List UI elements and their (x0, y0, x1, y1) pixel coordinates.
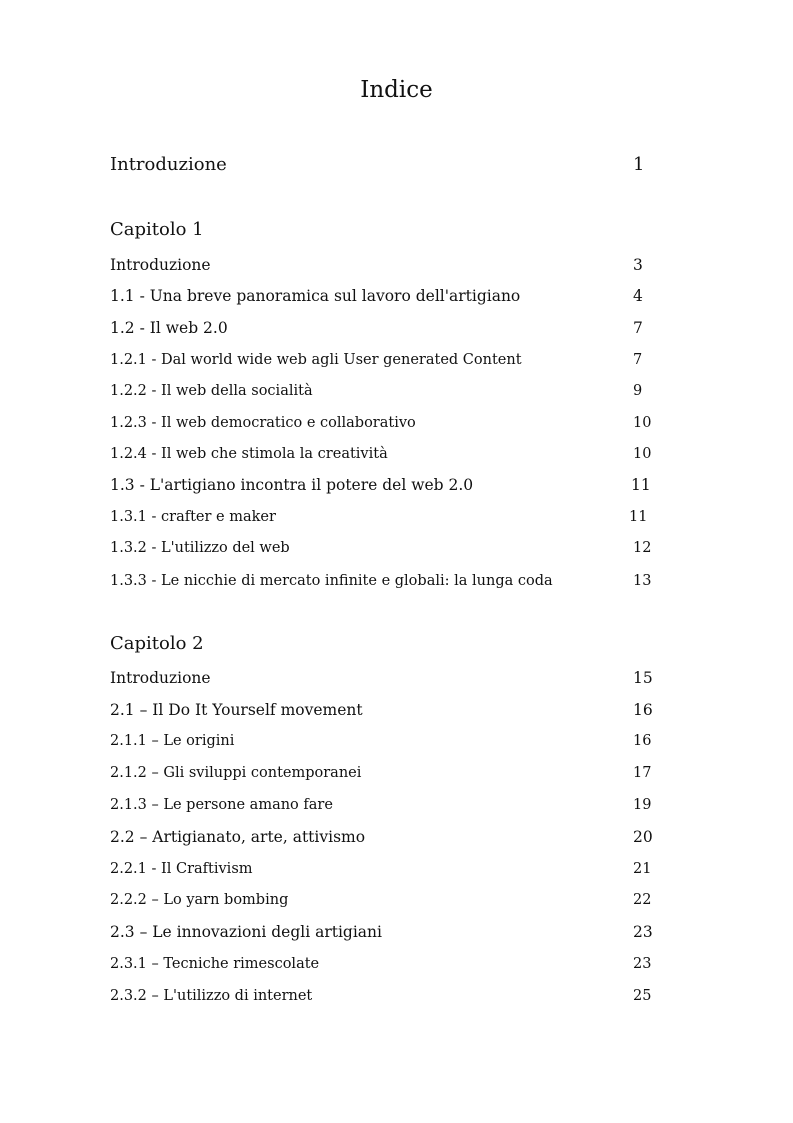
toc-entry[interactable] (110, 348, 670, 372)
toc-entry[interactable] (110, 569, 670, 593)
toc-entry-page: 17 (633, 765, 652, 781)
toc-entry-page: 10 (633, 446, 652, 462)
toc-entry[interactable] (110, 379, 670, 403)
toc-entry-page: 19 (633, 797, 652, 813)
toc-entry-page: 4 (633, 287, 643, 305)
toc-entry-label: 1.1 - Una breve panoramica sul lavoro dell'artigiano (110, 287, 521, 305)
toc-entry[interactable] (110, 505, 670, 529)
toc-entry-label: 2.3.1 – Tecniche rimescolate (110, 956, 320, 972)
toc-entry-page: 23 (633, 956, 652, 972)
toc-entry-page: 13 (633, 573, 652, 589)
toc-entry-page: 7 (633, 352, 643, 368)
toc-entry-label: 1.2.4 - Il web che stimola la creatività (110, 446, 388, 462)
toc-entry[interactable] (110, 825, 670, 849)
toc-entry[interactable] (110, 920, 670, 944)
toc-entry-label: 1.2 - Il web 2.0 (110, 319, 228, 337)
toc-entry-label: 2.1.2 – Gli sviluppi contemporanei (110, 765, 362, 781)
toc-entry-label: 1.3.1 - crafter e maker (110, 509, 276, 525)
toc-entry-label: 2.3.2 – L'utilizzo di internet (110, 988, 313, 1004)
toc-entry[interactable] (110, 666, 670, 690)
chapter-heading-2[interactable] (110, 632, 670, 656)
toc-entry-label: 2.1 – Il Do It Yourself movement (110, 701, 363, 719)
toc-entry-page: 23 (633, 923, 653, 941)
toc-entry-label: 2.2.2 – Lo yarn bombing (110, 892, 289, 908)
toc-entry-page: 7 (633, 319, 643, 337)
page-title: Indice (360, 77, 433, 103)
toc-entry[interactable] (110, 473, 670, 497)
toc-entry[interactable] (110, 888, 670, 912)
toc-entry-label: 2.1.3 – Le persone amano fare (110, 797, 333, 813)
toc-entry-page: 11 (631, 476, 651, 494)
toc-entry-page: 25 (633, 988, 652, 1004)
toc-entry-label: 1.3.3 - Le nicchie di mercato infinite e globali: la lunga coda (110, 573, 553, 589)
toc-entry-intro[interactable] (110, 153, 670, 177)
toc-entry-label: 2.1.1 – Le origini (110, 733, 235, 749)
toc-entry-page: 16 (633, 701, 653, 719)
toc-entry[interactable] (110, 411, 670, 435)
toc-entry-label: 1.2.2 - Il web della socialità (110, 383, 313, 399)
toc-entry-label: 1.3 - L'artigiano incontra il potere del web 2.0 (110, 476, 474, 494)
toc-entry-page: 11 (629, 509, 648, 525)
toc-entry-label: 1.2.3 - Il web democratico e collaborativo (110, 415, 416, 431)
chapter-heading-label: Capitolo 1 (110, 219, 204, 240)
toc-entry-label: Introduzione (110, 256, 211, 274)
toc-entry[interactable] (110, 984, 670, 1008)
toc-entry[interactable] (110, 761, 670, 785)
toc-entry[interactable] (110, 442, 670, 466)
toc-entry[interactable] (110, 536, 670, 560)
toc-entry[interactable] (110, 952, 670, 976)
toc-entry-page: 20 (633, 828, 653, 846)
toc-entry[interactable] (110, 253, 670, 277)
toc-entry-page: 9 (633, 383, 643, 399)
toc-entry-label: 1.2.1 - Dal world wide web agli User generated Content (110, 352, 522, 368)
toc-entry-page: 16 (633, 733, 652, 749)
chapter-heading-label: Capitolo 2 (110, 633, 204, 654)
toc-entry[interactable] (110, 793, 670, 817)
chapter-heading-1[interactable] (110, 218, 670, 242)
toc-entry-page: 22 (633, 892, 652, 908)
toc-entry-label: 2.2.1 - Il Craftivism (110, 861, 253, 877)
toc-entry-label: Introduzione (110, 154, 227, 175)
toc-entry-label: 2.2 – Artigianato, arte, attivismo (110, 828, 366, 846)
toc-entry-page: 10 (633, 415, 652, 431)
toc-entry-page: 1 (633, 154, 645, 175)
toc-entry-label: 2.3 – Le innovazioni degli artigiani (110, 923, 382, 941)
toc-entry[interactable] (110, 729, 670, 753)
toc-entry[interactable] (110, 284, 670, 308)
toc-entry[interactable] (110, 316, 670, 340)
toc-entry[interactable] (110, 698, 670, 722)
toc-entry-label: 1.3.2 - L'utilizzo del web (110, 540, 290, 556)
toc-entry[interactable] (110, 857, 670, 881)
toc-entry-page: 12 (633, 540, 652, 556)
toc-entry-page: 15 (633, 669, 653, 687)
toc-entry-page: 3 (633, 256, 643, 274)
toc-entry-label: Introduzione (110, 669, 211, 687)
toc-entry-page: 21 (633, 861, 652, 877)
